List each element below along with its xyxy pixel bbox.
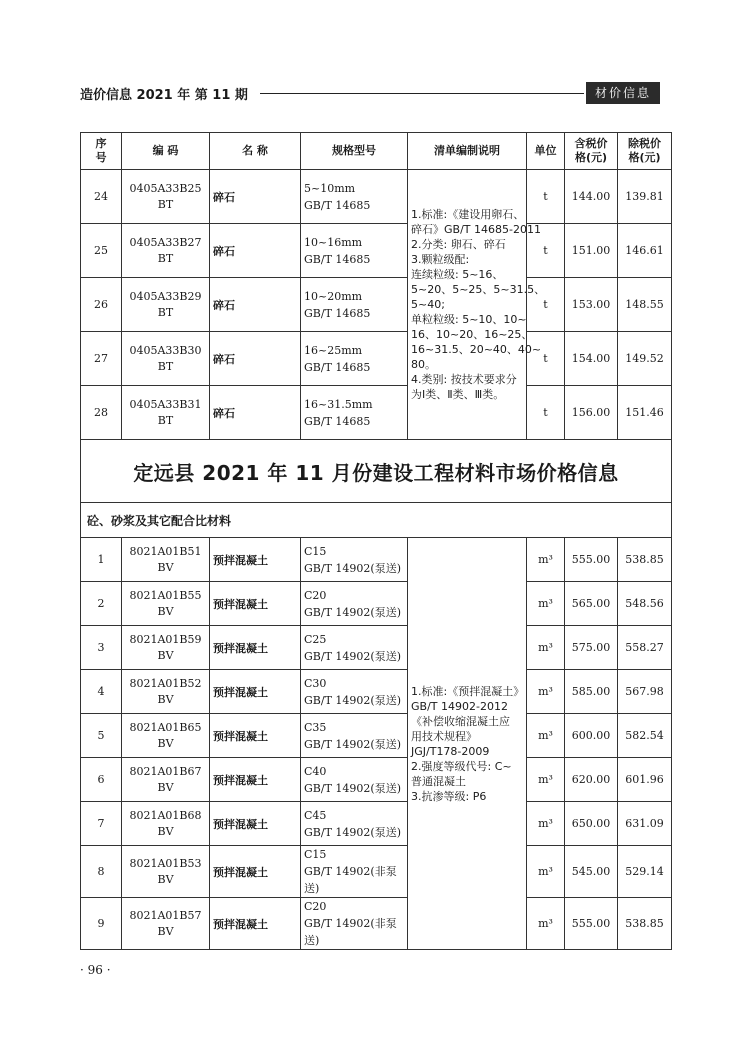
- notax-price: 538.85: [618, 538, 672, 582]
- category-row: [81, 503, 672, 538]
- table-row: [81, 802, 672, 846]
- item-code: 8021A01B55 BV: [122, 582, 210, 626]
- row-number: 8: [81, 846, 122, 898]
- col-header-desc: 清单编制说明: [408, 133, 527, 170]
- description-line: 5~20、5~25、5~31.5、: [411, 283, 546, 296]
- item-spec: C15 GB/T 14902(泵送): [301, 538, 408, 582]
- row-number: 5: [81, 714, 122, 758]
- item-spec: C20 GB/T 14902(泵送): [301, 582, 408, 626]
- item-name: 碎石: [210, 224, 301, 278]
- table-row: [81, 714, 672, 758]
- description-line: GB/T 14902-2012: [411, 699, 508, 713]
- description-line: 用技术规程》: [411, 729, 477, 743]
- notax-price: 148.55: [618, 278, 672, 332]
- item-name: 预拌混凝土: [210, 802, 301, 846]
- tax-price: 650.00: [565, 802, 618, 846]
- col-header-notax-price: 除税价 格(元): [618, 133, 672, 170]
- description-line: 碎石》GB/T 14685-2011: [411, 223, 541, 236]
- item-code: 8021A01B57 BV: [122, 898, 210, 950]
- item-spec: 16~25mm GB/T 14685: [301, 332, 408, 386]
- item-name: 碎石: [210, 386, 301, 440]
- table-row: [81, 846, 672, 898]
- row-number: 7: [81, 802, 122, 846]
- item-name: 预拌混凝土: [210, 898, 301, 950]
- description-line: 连续粒级: 5~16、: [411, 268, 504, 281]
- notax-price: 538.85: [618, 898, 672, 950]
- section-title-row: [81, 440, 672, 503]
- item-unit: m³: [527, 582, 565, 626]
- description-line: 80。: [411, 358, 436, 371]
- notax-price: 529.14: [618, 846, 672, 898]
- item-name: 预拌混凝土: [210, 714, 301, 758]
- table-row: [81, 170, 672, 224]
- item-code: 8021A01B52 BV: [122, 670, 210, 714]
- notax-price: 558.27: [618, 626, 672, 670]
- table-row: [81, 332, 672, 386]
- table-row: [81, 758, 672, 802]
- tax-price: 545.00: [565, 846, 618, 898]
- tax-price: 575.00: [565, 626, 618, 670]
- description-line: 5~40;: [411, 298, 445, 311]
- item-unit: t: [527, 170, 565, 224]
- col-header-name: 名 称: [210, 133, 301, 170]
- row-number: 24: [81, 170, 122, 224]
- row-number: 9: [81, 898, 122, 950]
- notax-price: 631.09: [618, 802, 672, 846]
- description-line: 1.标准:《预拌混凝土》: [411, 684, 525, 698]
- item-unit: m³: [527, 898, 565, 950]
- tax-price: 144.00: [565, 170, 618, 224]
- description-line: 单粒粒级: 5~10、10~: [411, 313, 527, 326]
- item-spec: C45 GB/T 14902(泵送): [301, 802, 408, 846]
- description-line: 3.抗渗等级: P6: [411, 789, 487, 803]
- item-code: 0405A33B25 BT: [122, 170, 210, 224]
- notax-price: 149.52: [618, 332, 672, 386]
- item-name: 预拌混凝土: [210, 538, 301, 582]
- description-line: 为Ⅰ类、Ⅱ类、Ⅲ类。: [411, 388, 505, 401]
- notax-price: 151.46: [618, 386, 672, 440]
- page-header: [80, 82, 660, 104]
- tax-price: 585.00: [565, 670, 618, 714]
- item-description: [408, 538, 527, 950]
- notax-price: 146.61: [618, 224, 672, 278]
- tax-price: 555.00: [565, 898, 618, 950]
- item-code: 8021A01B65 BV: [122, 714, 210, 758]
- row-number: 28: [81, 386, 122, 440]
- notax-price: 601.96: [618, 758, 672, 802]
- price-table: [80, 132, 672, 950]
- item-spec: C30 GB/T 14902(泵送): [301, 670, 408, 714]
- tax-price: 555.00: [565, 538, 618, 582]
- item-name: 碎石: [210, 170, 301, 224]
- tax-price: 156.00: [565, 386, 618, 440]
- item-code: 8021A01B51 BV: [122, 538, 210, 582]
- item-code: 0405A33B30 BT: [122, 332, 210, 386]
- item-spec: C15 GB/T 14902(非泵送): [301, 846, 408, 898]
- item-spec: 10~20mm GB/T 14685: [301, 278, 408, 332]
- item-name: 碎石: [210, 278, 301, 332]
- table-row: [81, 224, 672, 278]
- table-row: [81, 626, 672, 670]
- item-spec: 10~16mm GB/T 14685: [301, 224, 408, 278]
- item-unit: t: [527, 386, 565, 440]
- item-description: [408, 170, 546, 440]
- item-unit: t: [527, 278, 565, 332]
- header-rule: [260, 93, 584, 94]
- item-spec: C25 GB/T 14902(泵送): [301, 626, 408, 670]
- notax-price: 139.81: [618, 170, 672, 224]
- row-number: 25: [81, 224, 122, 278]
- table-header-row: [81, 133, 672, 170]
- description-line: 《补偿收缩混凝土应: [411, 714, 510, 728]
- tax-price: 153.00: [565, 278, 618, 332]
- item-name: 碎石: [210, 332, 301, 386]
- item-code: 8021A01B59 BV: [122, 626, 210, 670]
- notax-price: 582.54: [618, 714, 672, 758]
- col-header-tax-price: 含税价 格(元): [565, 133, 618, 170]
- item-spec: 5~10mm GB/T 14685: [301, 170, 408, 224]
- page-number: · 96 ·: [80, 963, 111, 977]
- description-line: 16~31.5、20~40、40~: [411, 343, 542, 356]
- row-number: 26: [81, 278, 122, 332]
- description-line: 2.强度等级代号: C~: [411, 759, 512, 773]
- col-header-spec: 规格型号: [301, 133, 408, 170]
- description-line: 3.颗粒级配:: [411, 253, 470, 266]
- item-code: 0405A33B27 BT: [122, 224, 210, 278]
- notax-price: 548.56: [618, 582, 672, 626]
- description-line: 2.分类: 卵石、碎石: [411, 238, 506, 251]
- item-code: 8021A01B67 BV: [122, 758, 210, 802]
- col-header-unit: 单位: [527, 133, 565, 170]
- tax-price: 600.00: [565, 714, 618, 758]
- item-code: 0405A33B29 BT: [122, 278, 210, 332]
- description-line: JGJ/T178-2009: [411, 744, 490, 758]
- item-unit: m³: [527, 846, 565, 898]
- item-unit: m³: [527, 626, 565, 670]
- section-tag: 材价信息: [586, 82, 660, 104]
- item-spec: 16~31.5mm GB/T 14685: [301, 386, 408, 440]
- description-line: 16、10~20、16~25、: [411, 328, 533, 341]
- row-number: 1: [81, 538, 122, 582]
- description-line: 4.类别: 按技术要求分: [411, 373, 517, 386]
- journal-title: 造价信息 2021 年 第 11 期: [80, 88, 248, 103]
- item-unit: m³: [527, 758, 565, 802]
- item-name: 预拌混凝土: [210, 626, 301, 670]
- tax-price: 154.00: [565, 332, 618, 386]
- col-header-no: 序 号: [81, 133, 122, 170]
- notax-price: 567.98: [618, 670, 672, 714]
- description-line: 1.标准:《建设用卵石、: [411, 208, 525, 221]
- tax-price: 620.00: [565, 758, 618, 802]
- table-row: [81, 278, 672, 332]
- item-unit: m³: [527, 670, 565, 714]
- description-line: 普通混凝土: [411, 774, 466, 788]
- table-row: [81, 670, 672, 714]
- item-spec: C40 GB/T 14902(泵送): [301, 758, 408, 802]
- item-name: 预拌混凝土: [210, 758, 301, 802]
- item-code: 8021A01B53 BV: [122, 846, 210, 898]
- table-row: [81, 582, 672, 626]
- table-row: [81, 898, 672, 950]
- tax-price: 151.00: [565, 224, 618, 278]
- item-unit: m³: [527, 538, 565, 582]
- row-number: 4: [81, 670, 122, 714]
- category-label: 砼、砂浆及其它配合比材料: [81, 503, 672, 538]
- table-row: [81, 538, 672, 582]
- item-unit: t: [527, 224, 565, 278]
- row-number: 2: [81, 582, 122, 626]
- item-unit: m³: [527, 714, 565, 758]
- item-name: 预拌混凝土: [210, 670, 301, 714]
- row-number: 6: [81, 758, 122, 802]
- item-code: 0405A33B31 BT: [122, 386, 210, 440]
- item-spec: C20 GB/T 14902(非泵送): [301, 898, 408, 950]
- item-spec: C35 GB/T 14902(泵送): [301, 714, 408, 758]
- row-number: 27: [81, 332, 122, 386]
- item-unit: t: [527, 332, 565, 386]
- col-header-code: 编 码: [122, 133, 210, 170]
- table-row: [81, 386, 672, 440]
- section-title: 定远县 2021 年 11 月份建设工程材料市场价格信息: [81, 440, 672, 503]
- tax-price: 565.00: [565, 582, 618, 626]
- item-code: 8021A01B68 BV: [122, 802, 210, 846]
- row-number: 3: [81, 626, 122, 670]
- item-name: 预拌混凝土: [210, 846, 301, 898]
- item-unit: m³: [527, 802, 565, 846]
- item-name: 预拌混凝土: [210, 582, 301, 626]
